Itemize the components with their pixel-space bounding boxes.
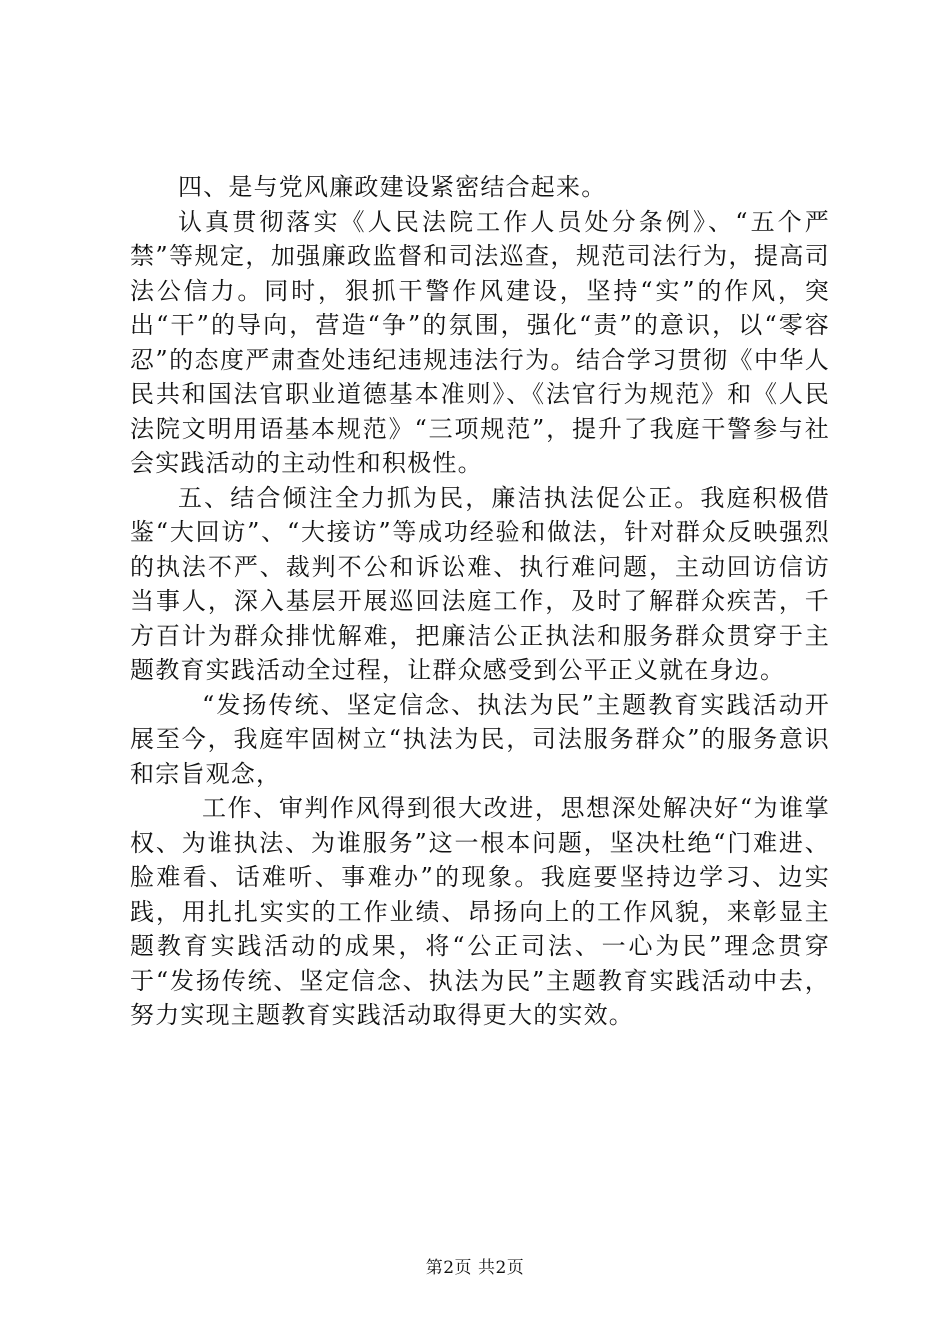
paragraph-campaign-summary: “发扬传统、坚定信念、执法为民”主题教育实践活动开展至今，我庭牢固树立“执法为民，司法服务群众”的服务意识和宗旨观念， bbox=[130, 690, 830, 788]
paragraph-work-improvement: 工作、审判作风得到很大改进，思想深处解决好“为谁掌权、为谁执法、为谁服务”这一根本问题，坚决杜绝“门难进、脸难看、话难听、事难办”的现象。我庭要坚持边学习、边实践，用扎扎实实的工作业绩、昂扬向上的工作风貌，来彰显主题教育实践活动的成果，将“公正司法、一心为民”理念贯穿于“发扬传统、坚定信念、执法为民”主题教育实践活动中去，努力实现主题教育实践活动取得更大的实效。 bbox=[130, 794, 830, 1029]
page-number-footer: 第2页 共2页 bbox=[425, 1258, 525, 1278]
document-body bbox=[130, 170, 830, 1033]
paragraph-section-five: 五、结合倾注全力抓为民，廉洁执法促公正。我庭积极借鉴“大回访”、“大接访”等成功经验和做法，针对群众反映强烈的执法不严、裁判不公和诉讼难、执行难问题，主动回访信访当事人，深入基层开展巡回法庭工作，及时了解群众疾苦，千方百计为群众排忧解难，把廉洁公正执法和服务群众贯穿于主题教育实践活动全过程，让群众感受到公平正义就在身边。 bbox=[130, 483, 830, 684]
paragraph-integrity-supervision: 认真贯彻落实《人民法院工作人员处分条例》、“五个严禁”等规定，加强廉政监督和司法巡查，规范司法行为，提高司法公信力。同时，狠抓干警作风建设，坚持“实”的作风，突出“干”的导向，营造“争”的氛围，强化“责”的意识，以“零容忍”的态度严肃查处违纪违规违法行为。结合学习贯彻《中华人民共和国法官职业道德基本准则》、《法官行为规范》和《人民法院文明用语基本规范》“三项规范”，提升了我庭干警参与社会实践活动的主动性和积极性。 bbox=[130, 207, 830, 477]
paragraph-section-four-heading: 四、是与党风廉政建设紧密结合起来。 bbox=[178, 173, 607, 201]
